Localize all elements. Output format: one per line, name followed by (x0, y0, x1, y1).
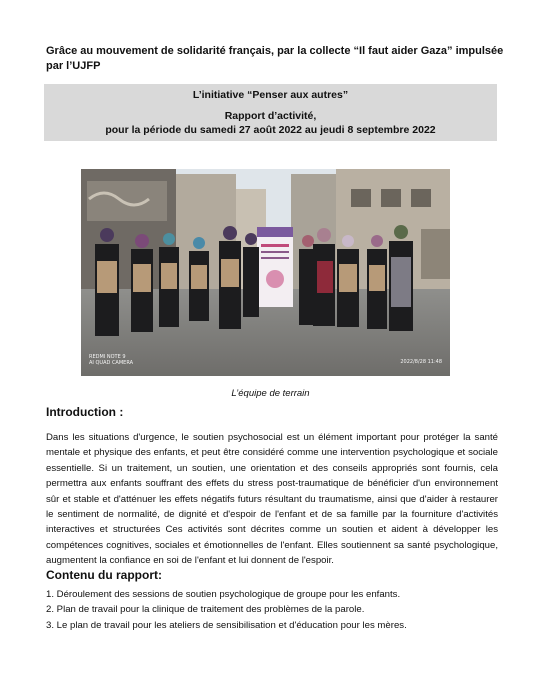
list-item: 1. Déroulement des sessions de soutien psychologique de groupe pour les enfants. (46, 589, 401, 600)
title-box (44, 84, 497, 141)
solidarity-intro-line: Grâce au mouvement de solidarité français, par la collecte “Il faut aider Gaza” impulsée par l’UJFP (46, 45, 504, 72)
camera-model: REDMI NOTE 9 (89, 354, 126, 360)
initiative-title: L’initiative “Penser aux autres” (192, 89, 349, 101)
team-photo (81, 169, 450, 376)
list-item: 2. Plan de travail pour la clinique de traitement des problèmes de la parole. (46, 604, 365, 616)
team-photo-illustration (81, 169, 450, 376)
introduction-paragraph: Dans les situations d'urgence, le soutien psychosocial est un élément important pour protéger la santé mentale et physique des enfants, et peut être considéré comme une intervention psychologique et sociale essentielle. Si un traitement, un soutien, une orientation et des conseils appropriés sont fournis, cela permettra aux enfants souffrant des effets du stress post-traumatique de bénéficier d'un environnement sûr et stable et d'atténuer les effets négatifs futurs résultant du traumatisme, ainsi que d'aider à restaurer le sentiment de normalité, de dignité et d'espoir de l'enfant et de sa famille par la fourniture d'activités interactives et structurées Ces activités sont décrites comme un soutien et aident à développer les compétences cognitives, sociales et émotionnelles de l'enfant. Elles soutiennent sa santé psychologique, augmentent la confiance en soi de l'enfant et lui donnent de l'espoir. (46, 432, 498, 567)
photo-caption: L’équipe de terrain (231, 388, 310, 399)
list-item: 3. Le plan de travail pour les ateliers de sensibilisation et d'éducation pour les mères. (46, 619, 407, 631)
photo-stamp-left (89, 354, 133, 366)
report-title: Rapport d’activité, (224, 110, 317, 122)
introduction-heading: Introduction : (46, 405, 124, 419)
contents-heading: Contenu du rapport: (46, 568, 162, 582)
camera-type: AI QUAD CAMERA (89, 360, 134, 366)
photo-timestamp: 2022/8/28 11:48 (400, 359, 442, 365)
contents-list (46, 587, 498, 633)
report-period: pour la période du samedi 27 août 2022 au jeudi 8 septembre 2022 (105, 124, 436, 136)
